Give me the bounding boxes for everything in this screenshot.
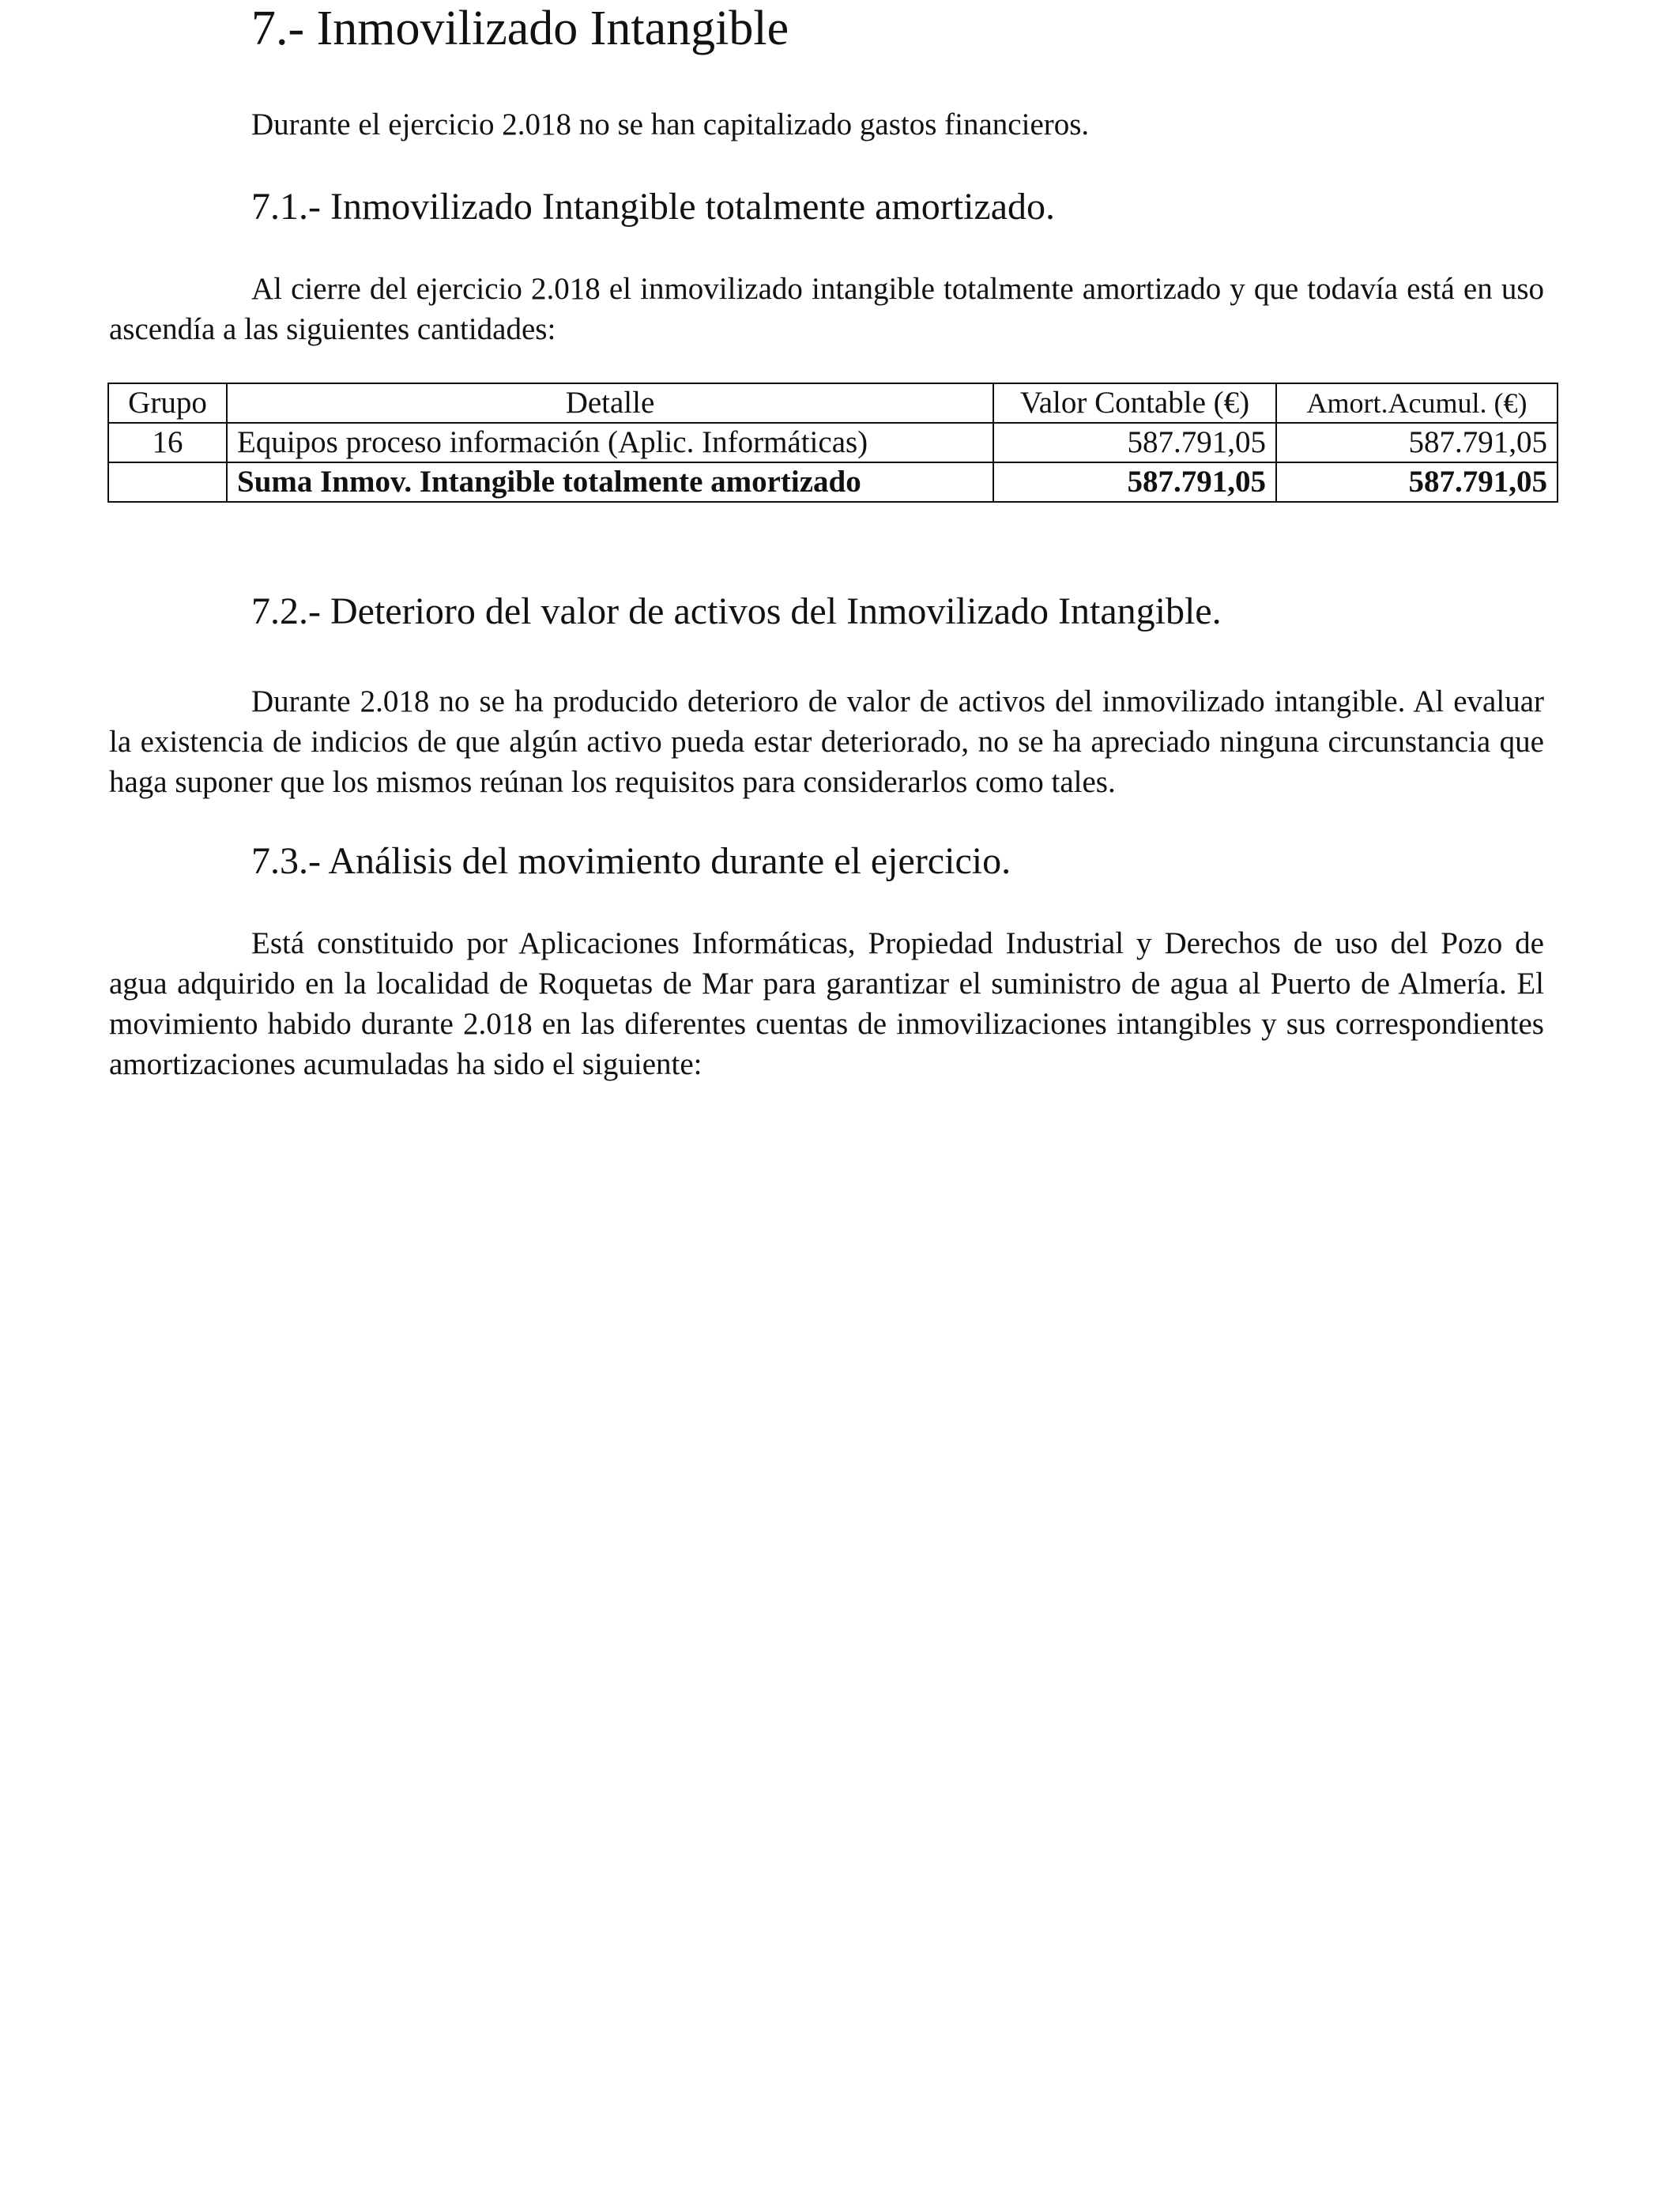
total-detalle: Suma Inmov. Intangible totalmente amortizado xyxy=(227,462,993,502)
cell-valor-contable: 587.791,05 xyxy=(993,423,1276,462)
subsection-1-title: 7.1.- Inmovilizado Intangible totalmente amortizado. xyxy=(251,186,1056,228)
subsection-3-text: Está constituido por Aplicaciones Informáticas, Propiedad Industrial y Derechos de uso del Pozo de agua adquirido en la localidad de Roquetas de Mar para garantizar el suministro de agua al Puerto de Almería. El movimiento habido durante 2.018 en las diferentes cuentas de inmovilizaciones intangibles y sus correspondientes amortizaciones acumuladas ha sido el siguiente: xyxy=(109,926,1544,1081)
table-row xyxy=(108,423,1558,462)
table-total-row xyxy=(108,462,1558,502)
header-valor-contable: Valor Contable (€) xyxy=(993,383,1276,423)
total-grupo xyxy=(108,462,227,502)
subsection-1-text: Al cierre del ejercicio 2.018 el inmovilizado intangible totalmente amortizado y que todavía está en uso ascendía a las siguientes cantidades: xyxy=(109,272,1544,346)
total-valor-contable: 587.791,05 xyxy=(993,462,1276,502)
subsection-2-text: Durante 2.018 no se ha producido deterioro de valor de activos del inmovilizado intangible. Al evaluar la existencia de indicios de que algún activo pueda estar deteriorado, no se ha apreciado ninguna circunstancia que haga suponer que los mismos reúnan los requisitos para considerarlos como tales. xyxy=(109,684,1544,799)
table-header-row xyxy=(108,383,1558,423)
cell-detalle: Equipos proceso información (Aplic. Informáticas) xyxy=(227,423,993,462)
total-amort-acumul: 587.791,05 xyxy=(1276,462,1558,502)
header-grupo: Grupo xyxy=(108,383,227,423)
amortized-assets-table xyxy=(107,383,1558,503)
header-detalle: Detalle xyxy=(227,383,993,423)
subsection-3-title: 7.3.- Análisis del movimiento durante el ejercicio. xyxy=(251,840,1011,882)
section-title: 7.- Inmovilizado Intangible xyxy=(251,2,789,55)
header-amort-acumul: Amort.Acumul. (€) xyxy=(1276,383,1558,423)
cell-amort-acumul: 587.791,05 xyxy=(1276,423,1558,462)
section-intro: Durante el ejercicio 2.018 no se han capitalizado gastos financieros. xyxy=(251,107,1090,141)
cell-grupo: 16 xyxy=(108,423,227,462)
subsection-2-title: 7.2.- Deterioro del valor de activos del Inmovilizado Intangible. xyxy=(251,590,1222,632)
